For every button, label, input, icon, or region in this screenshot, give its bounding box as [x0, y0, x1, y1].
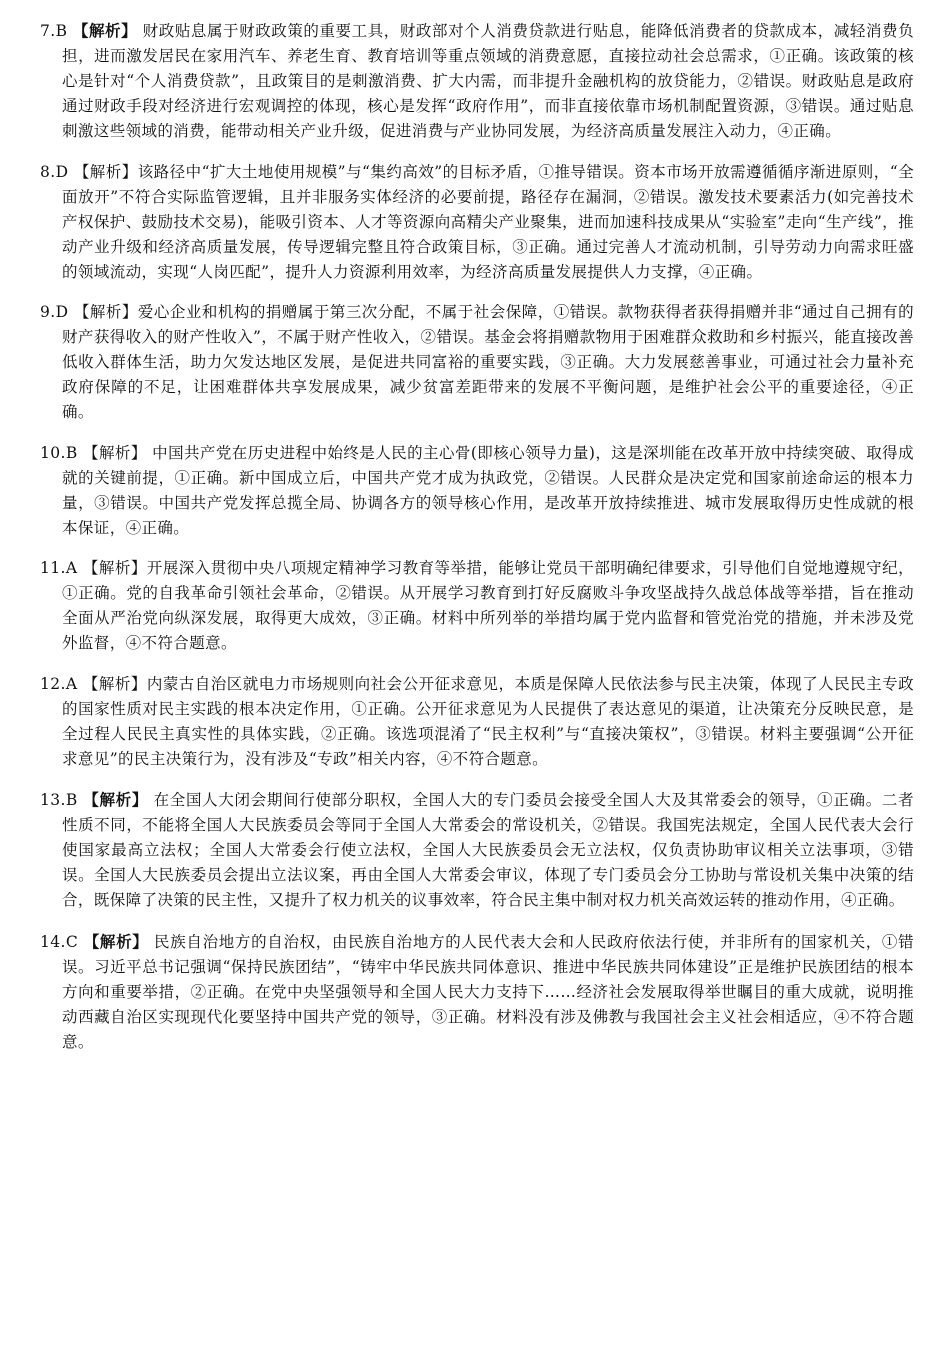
question-number: 8.D: [40, 162, 69, 181]
question-number: 11.A: [40, 559, 78, 577]
question-number: 9.D: [40, 303, 69, 321]
question-number: 14.C: [40, 932, 79, 951]
analysis-text: 民族自治地方的自治权，由民族自治地方的人民代表大会和人民政府依法行使，并非所有的国家机关，①错误。习近平总书记强调“保持民族团结”，“铸牢中华民族共同体意识、推进中华民族共同体建设”正是维护民族团结的根本方向和重要举措，②正确。在党中央坚强领导和全国人民大力支持下……经济社会发展取得举世瞩目的重大成就，说明推动西藏自治区实现现代化要坚持中国共产党的领导，③正确。材料没有涉及佛教与我国社会主义社会相适应，④不符合题意。: [62, 932, 914, 1051]
analysis-text: 爱心企业和机构的捐赠属于第三次分配，不属于社会保障，①错误。款物获得者获得捐赠并非“通过自己拥有的财产获得收入的财产性收入”，不属于财产性收入，②错误。基金会将捐赠款物用于困难群众救助和乡村振兴，能直接改善低收入群体生活，助力欠发达地区发展，是促进共同富裕的重要实践，③正确。大力发展慈善事业，可通过社会力量补充政府保障的不足，让困难群体共享发展成果，减少贫富差距带来的发展不平衡问题，是维护社会公平的重要途径，④正确。: [62, 303, 915, 421]
analysis-tag: 【解析】: [83, 790, 149, 809]
answer-item-13: [40, 787, 914, 913]
analysis-text: 财政贴息属于财政政策的重要工具，财政部对个人消费贷款进行贴息，能降低消费者的贷款成本，减轻消费负担，进而激发居民在家用汽车、养老生育、教育培训等重点领域的消费意愿，直接拉动社会总需求，①正确。该政策的核心是针对“个人消费贷款”，且政策目的是刺激消费、扩大内需，而非提升金融机构的放贷能力，②错误。财政贴息是政府通过财政手段对经济进行宏观调控的体现，核心是发挥“政府作用”，而非直接依靠市场机制配置资源，③错误。通过贴息刺激这些领域的消费，能带动相关产业升级，促进消费与产业协同发展，为经济高质量发展注入动力，④正确。: [62, 22, 914, 140]
answer-item-8: [40, 160, 914, 285]
question-number: 7.B: [40, 22, 68, 40]
answer-item-12: [40, 672, 914, 772]
analysis-text: 开展深入贯彻中央八项规定精神学习教育等举措，能够让党员干部明确纪律要求，引导他们自觉地遵规守纪，①正确。党的自我革命引领社会革命，②错误。从开展学习教育到打好反腐败斗争攻坚战持久战总体战等举措，旨在推动全面从严治党向纵深发展，取得更大成效，③正确。材料中所列举的举措均属于党内监督和管党治党的措施，并未涉及党外监督，④不符合题意。: [62, 559, 914, 652]
analysis-tag: 【解析】: [72, 21, 138, 40]
answer-item-9: [40, 300, 914, 425]
analysis-tag: 【解析】: [83, 931, 149, 951]
answer-item-14: [40, 929, 914, 1055]
analysis-text: 在全国人大闭会期间行使部分职权，全国人大的专门委员会接受全国人大及其常委会的领导，①正确。二者性质不同，不能将全国人大民族委员会等同于全国人大常委会的常设机关，②错误。我国宪法规定，全国人民代表大会行使国家最高立法权；全国人大常委会行使立法权，全国人大民族委员会无立法权，仅负责协助审议相关立法事项，③错误。全国人大民族委员会提出立法议案，再由全国人大常委会审议，体现了专门委员会分工协助与常设机关集中决策的结合，既保障了决策的民主性，又提升了权力机关的议事效率，符合民主集中制对权力机关高效运转的推动作用，④正确。: [62, 791, 915, 909]
question-number: 12.A: [40, 674, 78, 693]
analysis-tag: 【解析】: [82, 674, 147, 693]
analysis-text: 内蒙古自治区就电力市场规则向社会公开征求意见，本质是保障人民依法参与民主决策，体现了人民民主专政的国家性质对民主实践的根本决定作用，①正确。公开征求意见为人民提供了表达意见的渠道，让决策充分反映民意，是全过程人民民主真实性的具体实践，②正确。该选项混淆了“民主权利”与“直接决策权”，③错误。材料主要强调“公开征求意见”的民主决策行为，没有涉及“专政”相关内容，④不符合题意。: [62, 674, 914, 768]
analysis-tag: 【解析】: [73, 303, 138, 321]
answer-item-10: [40, 441, 914, 541]
question-number: 13.B: [40, 791, 78, 809]
analysis-text: 中国共产党在历史进程中始终是人民的主心骨(即核心领导力量)，这是深圳能在改革开放中持续突破、取得成就的关键前提，①正确。新中国成立后，中国共产党才成为执政党，②错误。人民群众是决定党和国家前途命运的根本力量，③错误。中国共产党发挥总揽全局、协调各方的领导核心作用，是改革开放持续推进、城市发展取得历史性成就的根本保证，④正确。: [62, 443, 915, 537]
analysis-tag: 【解析】: [82, 559, 147, 577]
analysis-tag: 【解析】: [83, 443, 147, 462]
question-number: 10.B: [40, 443, 78, 462]
answer-item-7: [40, 18, 914, 144]
answer-item-11: [40, 556, 914, 656]
analysis-text: 该路径中“扩大土地使用规模”与“集约高效”的目标矛盾，①推导错误。资本市场开放需遵循循序渐进原则，“全面放开”不符合实际监管逻辑，且并非服务实体经济的必要前提，路径存在漏洞，②错误。激发技术要素活力(如完善技术产权保护、鼓励技术交易)，能吸引资本、人才等资源向高精尖产业聚集，进而加速科技成果从“实验室”走向“生产线”，推动产业升级和经济高质量发展，传导逻辑完整且符合政策目标，③正确。通过完善人才流动机制，引导劳动力向需求旺盛的领域流动，实现“人岗匹配”，提升人力资源利用效率，为经济高质量发展提供人力支撑，④正确。: [62, 162, 915, 281]
analysis-tag: 【解析】: [73, 162, 138, 181]
